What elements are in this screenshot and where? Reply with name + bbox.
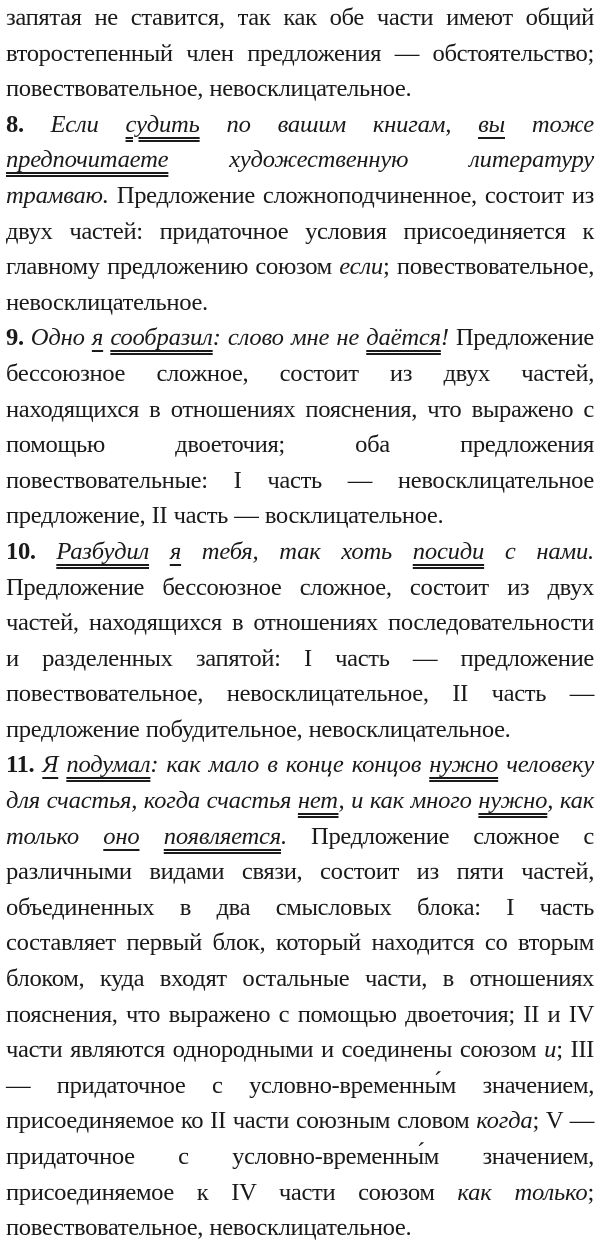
subject-mark: я: [169, 537, 182, 565]
analysis-item-8: [6, 107, 594, 321]
predicate-mark: подумал: [66, 751, 151, 779]
subject-mark: оно: [103, 822, 140, 850]
continuation-paragraph: запятая не ставится, так как обе части имеют общий второстепенный член предложения — обстоятельство; повествовательное, невосклицательное.: [6, 4, 594, 103]
predicate-mark: сообразил: [110, 324, 213, 352]
analysis-text: Предложение бессоюзное сложное, состоит из двух частей, находящихся в отношениях последовательности и разделенных запятой: I часть — предложение повествовательное, невосклицательное, II часть — предложение побудительное, невосклицательное.: [6, 573, 594, 743]
predicate-mark: даётся: [366, 324, 441, 352]
subject-mark: Я: [42, 751, 59, 779]
subject-mark: я: [91, 324, 104, 352]
item-number: 8.: [6, 110, 24, 138]
analysis-item-11: [6, 747, 594, 1245]
item-number: 9.: [6, 324, 24, 352]
analysis-text: Предложение сложноподчиненное, состоит из двух частей: придаточное условия присоединяется к главному предложению союзом если; повествовательное, невосклицательное.: [6, 181, 594, 316]
subject-mark: вы: [478, 110, 505, 138]
predicate-mark: нужно: [478, 787, 548, 815]
predicate-mark: нужно: [429, 751, 499, 779]
predicate-mark: посиди: [412, 537, 485, 565]
example-sentence: Я подумал: как мало в конце концов нужно человеку для счастья, когда счастья нет, и как много нужно, как только оно появляется.: [6, 751, 594, 850]
example-sentence: Если судить по вашим книгам, вы тоже предпочитаете художественную литературу трамваю.: [6, 110, 594, 209]
item-number: 11.: [6, 751, 35, 779]
predicate-mark: предпочитаете: [6, 146, 169, 174]
analysis-item-9: [6, 320, 594, 534]
predicate-mark: появляется: [163, 822, 281, 850]
analysis-item-10: [6, 534, 594, 748]
example-sentence: Одно я сообразил: слово мне не даётся!: [30, 324, 449, 352]
example-sentence: Разбудил я тебя, так хоть посиди с нами.: [56, 537, 594, 565]
predicate-mark: Разбудил: [56, 537, 150, 565]
analysis-text: Предложение бессоюзное сложное, состоит из двух частей, находящихся в отношениях пояснения, что выражено с помощью двоеточия; оба предложения повествовательные: I часть — невосклицательное предложение, II часть — восклицательное.: [6, 324, 594, 530]
predicate-mark: судить: [125, 110, 200, 138]
item-number: 10.: [6, 537, 36, 565]
analysis-text: Предложение сложное с различными видами связи, состоит из пяти частей, объединенных в два смысловых блока: I часть составляет первый блок, который находится со вторым блоком, куда входят остальные части, в отношениях пояснения, что выражено с помощью двоеточия; II и IV части являются однородными и соединены союзом и; III — придаточное с условно-временны́м значением, присоединяемое ко II части союзным словом когда; V — придаточное с условно-временны́м значением, присоединяемое к IV части союзом как только; повествовательное, невосклицательное.: [6, 822, 595, 1242]
predicate-mark: нет: [297, 787, 339, 815]
